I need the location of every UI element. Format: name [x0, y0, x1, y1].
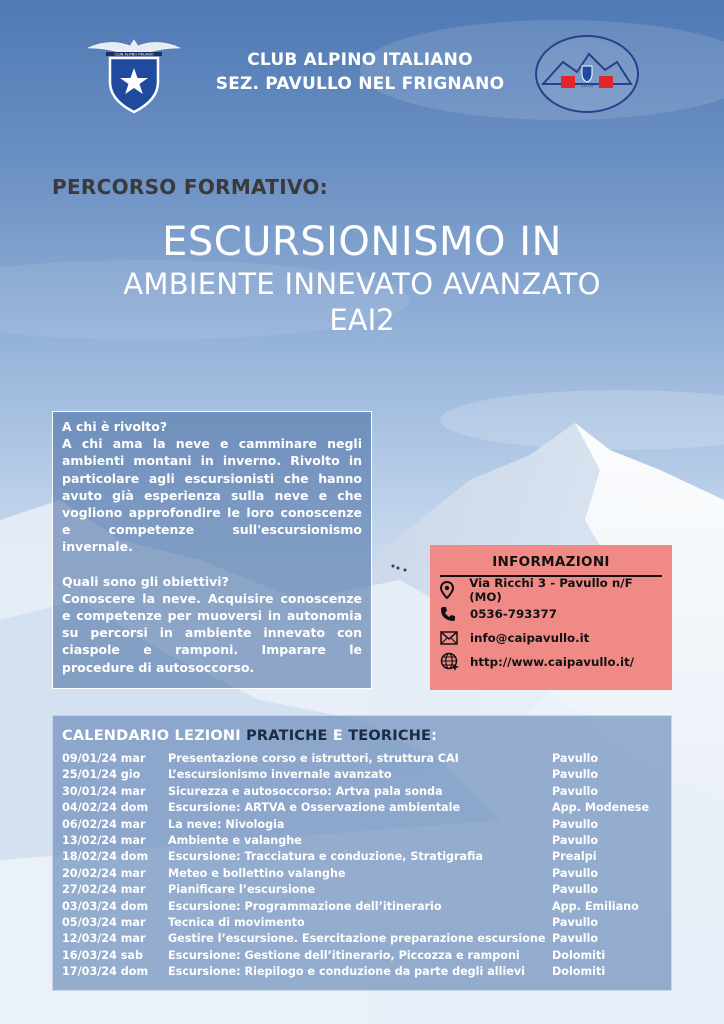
- svg-text:2018: 2018: [580, 83, 594, 89]
- club-section: SEZ. PAVULLO NEL FRIGNANO: [215, 74, 505, 94]
- mail-icon: [440, 628, 462, 648]
- calendar-topic: L’escursionismo invernale avanzato: [168, 768, 392, 782]
- calendar-row: [62, 964, 671, 980]
- calendar-place: Pavullo: [552, 834, 599, 848]
- calendar-topic: Escursione: Riepilogo e conduzione da parte degli allievi: [168, 965, 526, 979]
- calendar-topic: Escursione: Gestione dell’itinerario, Piccozza e ramponi: [168, 948, 520, 962]
- info-title: INFORMAZIONI: [440, 545, 662, 577]
- calendar-row: [62, 817, 671, 833]
- calendar-row: [62, 833, 671, 849]
- calendar-title: [62, 728, 671, 744]
- calendar-place: Dolomiti: [552, 965, 606, 979]
- calendar-row: [62, 849, 671, 865]
- target-answer: A chi ama la neve e camminare negli ambienti montani in inverno. Rivolto in particolare agli escursionisti che hanno avuto già esperienza sulla neve e che vogliono approfondire le loro conoscenze e competenze sull'escursionismo invernale.: [62, 436, 362, 555]
- info-website-row: [440, 650, 662, 673]
- calendar-topic: Escursione: ARTVA e Osservazione ambientale: [168, 801, 461, 815]
- target-description-box: [52, 411, 372, 689]
- calendar-topic: La neve: Nivologia: [168, 817, 285, 831]
- calendar-date: 25/01/24 gio: [62, 768, 141, 782]
- calendar-date: 20/02/24 mar: [62, 866, 146, 880]
- calendar-topic: Gestire l’escursione. Esercitazione preparazione escursione: [168, 932, 546, 946]
- calendar-topic: Sicurezza e autosoccorso: Artva pala sonda: [168, 784, 443, 798]
- calendar-place: Pavullo: [552, 752, 599, 765]
- calendar-row: [62, 767, 671, 783]
- calendar-row: [62, 899, 671, 915]
- location-pin-icon: [440, 580, 461, 600]
- calendar-date: 04/02/24 dom: [62, 801, 149, 815]
- calendar-title-pratiche: PRATICHE: [246, 728, 328, 744]
- calendar-topic: Escursione: Tracciatura e conduzione, Stratigrafia: [168, 850, 483, 864]
- info-phone[interactable]: 0536-793377: [470, 606, 557, 621]
- phone-icon: [440, 604, 462, 624]
- course-title-line2: AMBIENTE INNEVATO AVANZATO: [123, 267, 601, 301]
- info-phone-row: [440, 602, 662, 625]
- calendar-row: [62, 800, 671, 816]
- calendar-date: 05/03/24 mar: [62, 916, 146, 930]
- calendar-row: [62, 931, 671, 947]
- calendar-title-colon: :: [431, 728, 438, 744]
- club-name: CLUB ALPINO ITALIANO: [247, 50, 473, 70]
- calendar-date: 03/03/24 dom: [62, 899, 149, 913]
- calendar-place: Pavullo: [552, 916, 599, 930]
- calendar-place: Pavullo: [552, 866, 599, 880]
- calendar-date: 27/02/24 mar: [62, 883, 146, 897]
- calendar-date: 18/02/24 dom: [62, 850, 149, 864]
- calendar-place: Pavullo: [552, 784, 599, 798]
- calendar-place: Prealpi: [552, 850, 597, 864]
- course-title-line3: EAI2: [329, 303, 395, 337]
- info-email[interactable]: info@caipavullo.it: [470, 630, 590, 645]
- calendar-list: [62, 751, 671, 981]
- svg-text:CLUB ALPINO ITALIANO: CLUB ALPINO ITALIANO: [114, 52, 154, 57]
- calendar-topic: Presentazione corso e istruttori, struttura CAI: [168, 752, 459, 765]
- objectives-question: Quali sono gli obiettivi?: [62, 573, 229, 589]
- info-box: [430, 545, 672, 690]
- calendar-place: App. Modenese: [552, 801, 650, 815]
- calendar-place: App. Emiliano: [552, 899, 639, 913]
- calendar-row: [62, 784, 671, 800]
- calendar-row: [62, 915, 671, 931]
- course-title: [0, 218, 724, 338]
- objectives-answer: Conoscere la neve. Acquisire conoscenze e competenze per muoversi in autonomia su percorsi in ambiente innevato con ciaspole e ramponi. Imparare le procedure di autosoccorso.: [62, 590, 362, 675]
- calendar-title-part3: E: [327, 728, 349, 744]
- calendar-date: 30/01/24 mar: [62, 784, 146, 798]
- calendar-place: Dolomiti: [552, 948, 606, 962]
- course-title-line1: ESCURSIONISMO IN: [162, 219, 562, 265]
- calendar-topic: Pianificare l’escursione: [168, 883, 316, 897]
- calendar-row: [62, 882, 671, 898]
- calendar-date: 09/01/24 mar: [62, 752, 146, 765]
- cai-logo: [86, 34, 182, 114]
- calendar-place: Pavullo: [552, 817, 599, 831]
- info-email-row: [440, 626, 662, 649]
- club-title: [190, 48, 530, 96]
- calendar-topic: Tecnica di movimento: [168, 916, 305, 930]
- target-question: A chi è rivolto?: [62, 419, 168, 434]
- calendar-topic: Ambiente e valanghe: [168, 834, 302, 848]
- calendar-box: [52, 715, 672, 991]
- calendar-topic: Escursione: Programmazione dell’itinerario: [168, 899, 442, 913]
- calendar-place: Pavullo: [552, 932, 599, 946]
- calendar-topic: Meteo e bollettino valanghe: [168, 866, 346, 880]
- calendar-row: [62, 948, 671, 964]
- calendar-row: [62, 751, 671, 767]
- calendar-date: 13/02/24 mar: [62, 834, 146, 848]
- calendar-title-part1: CALENDARIO LEZIONI: [62, 728, 247, 744]
- calendar-date: 17/03/24 dom: [62, 965, 149, 979]
- calendar-date: 16/03/24 sab: [62, 948, 143, 962]
- course-label: PERCORSO FORMATIVO:: [52, 175, 328, 199]
- calendar-date: 06/02/24 mar: [62, 817, 146, 831]
- globe-icon: [440, 652, 462, 672]
- calendar-place: Pavullo: [552, 883, 599, 897]
- section-logo: [533, 32, 641, 116]
- calendar-title-teoriche: TEORICHE: [348, 728, 432, 744]
- info-website[interactable]: http://www.caipavullo.it/: [470, 654, 635, 669]
- info-address-row: [440, 575, 662, 604]
- calendar-place: Pavullo: [552, 768, 599, 782]
- info-address: Via Ricchi 3 - Pavullo n/F (MO): [469, 575, 633, 604]
- calendar-date: 12/03/24 mar: [62, 932, 146, 946]
- header: [0, 0, 724, 130]
- calendar-row: [62, 866, 671, 882]
